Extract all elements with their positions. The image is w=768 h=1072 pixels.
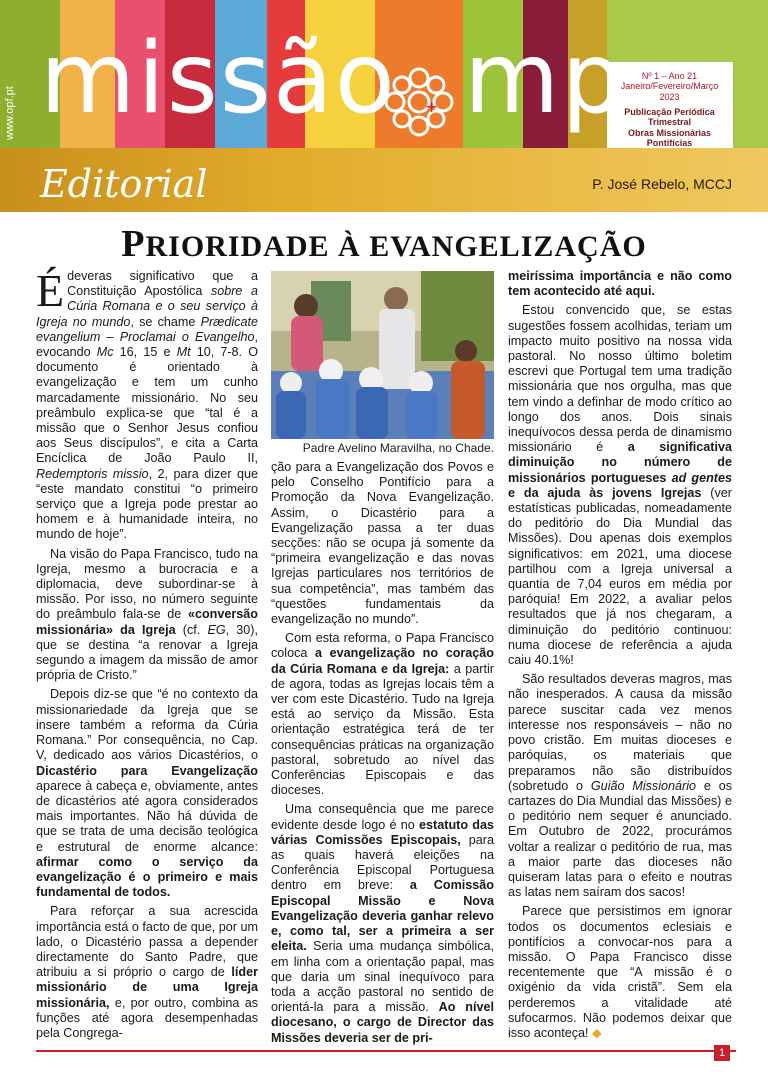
article-title — [0, 222, 768, 266]
issue-info — [607, 71, 732, 159]
title-cap: P — [121, 223, 146, 265]
side-url: www.opf.pt — [4, 86, 16, 140]
article-photo — [271, 271, 494, 439]
publication-type: Publicação Periódica Trimestral — [624, 107, 715, 128]
logo-mp: mp — [464, 22, 626, 136]
photo-caption: Padre Avelino Maravilha, no Chade. — [302, 441, 494, 455]
issue-months: Janeiro/Fevereiro/Março — [620, 81, 719, 92]
title-word: RIORIDADE — [145, 230, 330, 263]
title-tail: À EVANGELIZAÇÃO — [329, 230, 647, 263]
logo-missao: missão — [40, 22, 397, 136]
author: P. José Rebelo, MCCJ — [592, 176, 732, 192]
end-mark-icon: ◆ — [592, 1025, 602, 1040]
section-label: Editorial — [40, 162, 208, 206]
issue-number: Nº 1 – Ano 21 — [641, 71, 698, 81]
masthead — [0, 0, 768, 148]
globe-logo-icon — [375, 58, 463, 146]
page-number: 1 — [714, 1045, 730, 1061]
svg-text:+: + — [425, 97, 439, 116]
column-1: Édeveras significativo que a Constituição Apostólica sobre a Cúria Romana e o seu serviço à Igreja no mundo, se chame Prædicate evangelium – Proclamai o Evangelho, evocando Mc 16, 15 e Mt 10, 7-8. O documento é orientado à evangelização e tem um cunho marcadamente missionário. No seu preâmbulo explica-se que “tal é a missão que o Senhor Jesus confiou aos Seus discípulos”, e cita a Carta Encíclica de João Paulo II, Redemptoris missio, 2, para dizer que “este mandato constitui “o primeiro serviço que a Igreja pode prestar ao homem e à humanidade inteira, no mundo de hoje”. Na visão do Papa Francisco, tudo na Igreja, mesmo a burocracia e a diplomacia, deve subordinar-se à missão. Por isso, no número seguinte do preâmbulo fala-se de «conversão missionária» da Igreja (cf. EG, 30), que se destina “a renovar a Igreja segundo a imagem da missão de amor própria de Cristo.” Depois diz-se que “é no contexto da missionariedade da Igreja que se insere também a reforma da Cúria Romana.” Por consequência, no Cap. V, dedicado aos vários Dicastérios, o Dicastério para Evangelização aparece à cabeça e, obviamente, antes de dicastérios até agora considerados mais importantes. Não há dúvida de que se trata de uma decisão teológica e estrutural de enorme alcance: afirmar como o serviço da evangelização é o primeiro e mais fundamental de todos. Para reforçar a sua acrescida importância está o facto de que, por um lado, o Dicastério passa a depender directamente do Santo Padre, que atribuiu a si próprio o cargo de líder missionário de uma Igreja missionária, e, por outro, combina as funções até agora desempenhadas pela Congrega- — [36, 265, 259, 1040]
footer-rule — [36, 1050, 736, 1052]
issue-year: 2023 — [659, 91, 680, 102]
column-2: ção para a Evangelização dos Povos e pelo Conselho Pontifício para a Promoção da Nova Evangelização. Assim, o Dicastério para a Evangelização passa a ter duas secções: não se ocupa já somente da “primeira evangelização e das novas Igrejas particulares nos territórios de sua competência”, mas também das “questões fundamentais da evangelização no mundo”. Com esta reforma, o Papa Francisco coloca a evangelização no coração da Cúria Romana e da Igreja: a partir de agora, todas as Igrejas locais têm a ver com este Dicastério. Tudo na Igreja está ao serviço da Missão. Esta orientação estratégica terá de ter consequências práticas na organização pastoral, sobretudo ao nível das Conferências Episcopais e das dioceses. Uma consequência que me parece evidente desde logo é no estatuto das várias Comissões Episcopais, para as quais haverá eleições na Conferência Episcopal Portuguesa dentro em breve: a Comissão Episcopal Missão e Nova Evangelização deveria ganhar relevo e, como tal, ser a primeira a ser eleita. Seria uma mudança simbólica, em linha com a orientação papal, mas que daria um sinal inequívoco para toda a acção pastoral no sentido de orientá-la para a missão. Ao nível diocesano, o cargo de Director das Missões deveria ser de pri- — [271, 460, 494, 1045]
column-3: meiríssima importância e não como tem acontecido até aqui. Estou convencido que, se estas sugestões fossem acolhidas, teriam um impacto muito positivo na nossa vida pastoral. No nosso último boletim escrevi que Portugal tem uma tradição missionária que nos orgulha, mas que tem vindo a definhar de modo crítico ao longo dos anos. Dois sinais inequívocos dessa perda de dinamismo missionário é a significativa diminuição no número de missionários portugueses ad gentes e da ajuda às jovens Igrejas (ver estatísticas publicadas, nomeadamente do peditório do Dia Mundial das Missões). Dou apenas dois exemplos significativos: em 2021, uma diocese partilhou com a Igreja universal a quantia de 7,04 euros em média por paróquia! Em 2022, a avaliar pelos resultados que já nos chegaram, a diminuição do peditório continuou: numa diocese de referência a ajuda caiu 40.1%! São resultados deveras magros, mas não inesperados. A causa da missão parece suscitar cada vez menos interesse nos responsáveis – não no povo cristão. Em muitas dioceses e paróquias, os materiais que preparamos não são distribuídos (sobretudo o Guião Missionário e os cartazes do Dia Mundial das Missões) e o peditório nem sequer é anunciado. Em Outubro de 2022, procurámos voltar a realizar o peditório de rua, mas a maior parte das dioceses não quiseram latas para o efeito e noutras as latas nem saíram dos sacos! Parece que persistimos em ignorar todos os documentos eclesiais e pontifícios a convocar-nos para a missão. O Papa Francisco disse recentemente que “A missão é o oxigénio da vida cristã”. Sem ela perderemos a vitalidade até sufocarmos. Não podemos deixar que isso aconteça! ◆ — [508, 269, 733, 1040]
publisher: Obras Missionárias Pontifícias — [627, 127, 712, 149]
